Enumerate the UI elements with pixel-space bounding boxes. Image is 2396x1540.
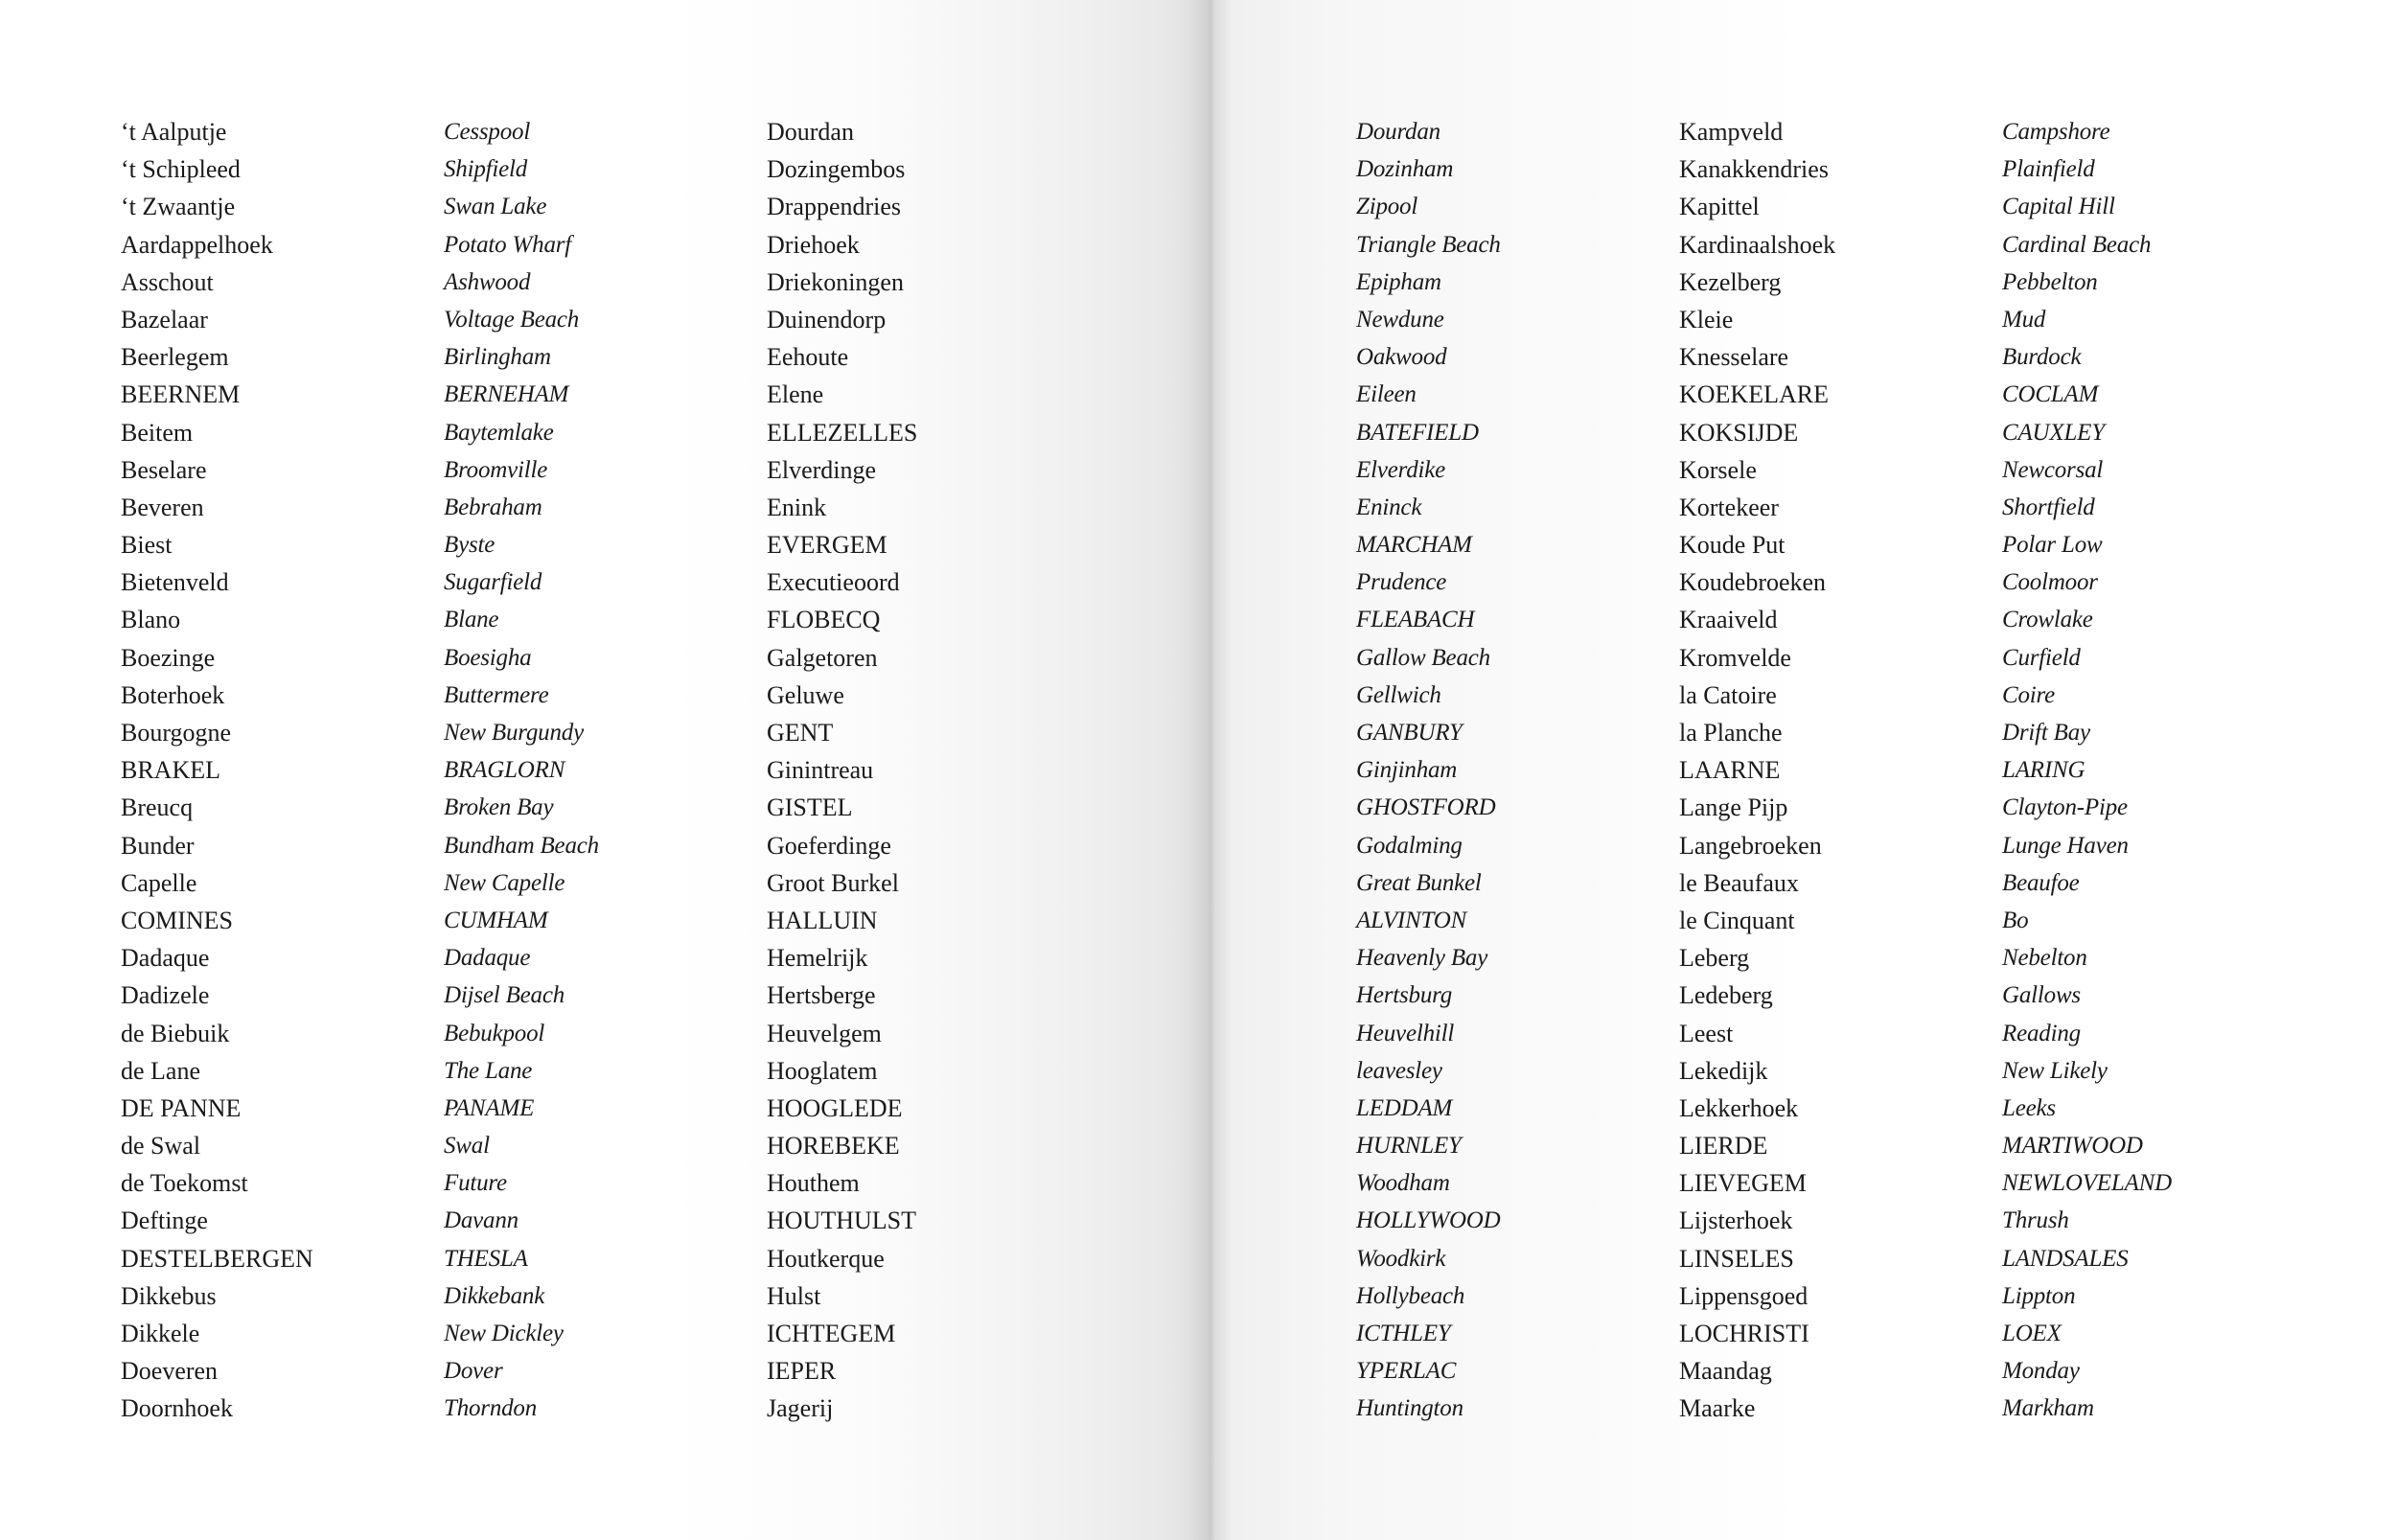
place-name-entry: Cardinal Beach bbox=[2002, 231, 2152, 258]
place-name-entry: Drappendries bbox=[767, 193, 902, 221]
place-name-entry: Dadaque bbox=[444, 945, 531, 972]
place-name-entry: la Planche bbox=[1679, 719, 1783, 747]
place-name-entry: HOUTHULST bbox=[767, 1207, 916, 1235]
place-name-entry: Swal bbox=[444, 1133, 490, 1160]
place-name-entry: Shortfield bbox=[2002, 494, 2095, 520]
place-name-entry: New Burgundy bbox=[444, 720, 584, 746]
place-name-entry: Great Bunkel bbox=[1356, 869, 1482, 896]
place-name-entry: DE PANNE bbox=[121, 1093, 242, 1122]
place-name-entry: New Dickley bbox=[444, 1321, 564, 1346]
place-name-entry: Beselare bbox=[121, 455, 207, 484]
place-name-entry: Bazelaar bbox=[121, 305, 208, 333]
place-name-entry: Doeveren bbox=[121, 1357, 219, 1386]
place-name-entry: Houtkerque bbox=[767, 1244, 885, 1273]
place-name-entry: Leeks bbox=[2002, 1094, 2056, 1121]
place-name-entry: BATEFIELD bbox=[1356, 419, 1479, 446]
place-name-entry: Cesspool bbox=[444, 119, 531, 145]
place-name-entry: Oakwood bbox=[1356, 344, 1447, 371]
place-name-entry: Kapittel bbox=[1679, 193, 1760, 221]
place-name-entry: Driekoningen bbox=[767, 267, 904, 296]
place-name-entry: Boterhoek bbox=[121, 680, 225, 709]
place-name-entry: Houthem bbox=[767, 1169, 860, 1198]
place-name-entry: MARCHAM bbox=[1356, 532, 1472, 559]
place-name-entry: BEERNEM bbox=[121, 380, 241, 409]
place-name-entry: Aardappelhoek bbox=[121, 230, 273, 259]
place-name-entry: Galgetoren bbox=[767, 643, 878, 672]
place-name-entry: Clayton-Pipe bbox=[2002, 794, 2128, 821]
place-name-entry: Beitem bbox=[121, 418, 194, 447]
place-name-entry: Doornhoek bbox=[121, 1394, 233, 1423]
place-name-entry: Lekedijk bbox=[1679, 1056, 1768, 1085]
place-name-entry: ‘t Aalputje bbox=[121, 118, 227, 146]
place-name-entry: Crowlake bbox=[2002, 607, 2093, 633]
place-name-entry: Blano bbox=[121, 606, 181, 634]
place-name-entry: Godalming bbox=[1356, 832, 1463, 859]
place-name-entry: LEDDAM bbox=[1356, 1094, 1453, 1121]
place-name-entry: LIERDE bbox=[1679, 1132, 1768, 1161]
place-name-entry: LAARNE bbox=[1679, 756, 1781, 785]
place-name-entry: Driehoek bbox=[767, 230, 860, 259]
place-name-entry: Blane bbox=[444, 607, 499, 633]
place-name-entry: Elene bbox=[767, 380, 824, 409]
place-name-entry: Dikkebank bbox=[444, 1282, 545, 1309]
place-name-entry: Bebukpool bbox=[444, 1020, 545, 1046]
place-name-entry: KOKSIJDE bbox=[1679, 418, 1799, 447]
place-name-entry: Geluwe bbox=[767, 680, 844, 709]
place-name-entry: Hollybeach bbox=[1356, 1282, 1465, 1309]
place-name-entry: Ginintreau bbox=[767, 756, 874, 785]
place-name-entry: Gellwich bbox=[1356, 681, 1441, 708]
left-page-column-3 bbox=[767, 113, 917, 1428]
place-name-entry: Hertsburg bbox=[1356, 982, 1453, 1009]
place-name-entry: Voltage Beach bbox=[444, 306, 580, 333]
place-name-entry: Executieoord bbox=[767, 568, 900, 597]
place-name-entry: Duinendorp bbox=[767, 305, 887, 333]
place-name-entry: Beerlegem bbox=[121, 343, 229, 372]
place-name-entry: Boesigha bbox=[444, 644, 532, 671]
place-name-entry: Bietenveld bbox=[121, 568, 229, 597]
place-name-entry: Kezelberg bbox=[1679, 267, 1782, 296]
place-name-entry: Huntington bbox=[1356, 1395, 1463, 1422]
place-name-entry: Eninck bbox=[1356, 494, 1422, 520]
place-name-entry: Bo bbox=[2002, 907, 2029, 933]
place-name-entry: CAUXLEY bbox=[2002, 419, 2105, 446]
book-gutter-shadow bbox=[1188, 0, 1233, 1540]
place-name-entry: EVERGEM bbox=[767, 531, 887, 560]
place-name-entry: Maandag bbox=[1679, 1357, 1772, 1386]
place-name-entry: CUMHAM bbox=[444, 907, 548, 933]
place-name-entry: Elverdike bbox=[1356, 456, 1446, 483]
place-name-entry: Epipham bbox=[1356, 268, 1441, 295]
place-name-entry: ALVINTON bbox=[1356, 907, 1467, 933]
place-name-entry: Triangle Beach bbox=[1356, 231, 1501, 258]
right-page bbox=[1210, 0, 2396, 1540]
place-name-entry: Woodkirk bbox=[1356, 1245, 1446, 1272]
place-name-entry: Campshore bbox=[2002, 119, 2110, 145]
place-name-entry: Heuvelgem bbox=[767, 1019, 882, 1047]
place-name-entry: GHOSTFORD bbox=[1356, 794, 1496, 821]
place-name-entry: Future bbox=[444, 1170, 507, 1197]
place-name-entry: KOEKELARE bbox=[1679, 380, 1829, 409]
place-name-entry: Korsele bbox=[1679, 455, 1757, 484]
place-name-entry: Langebroeken bbox=[1679, 831, 1822, 860]
place-name-entry: la Catoire bbox=[1679, 680, 1777, 709]
place-name-entry: Elverdinge bbox=[767, 455, 877, 484]
place-name-entry: Dozinham bbox=[1356, 156, 1454, 183]
place-name-entry: LIEVEGEM bbox=[1679, 1169, 1807, 1198]
place-name-entry: Biest bbox=[121, 531, 173, 560]
place-name-entry: New Capelle bbox=[444, 869, 565, 896]
place-name-entry: Kleie bbox=[1679, 305, 1734, 333]
left-page-column-1 bbox=[121, 113, 313, 1428]
place-name-entry: DESTELBERGEN bbox=[121, 1244, 313, 1273]
place-name-entry: ICHTEGEM bbox=[767, 1320, 896, 1347]
place-name-entry: de Toekomst bbox=[121, 1169, 248, 1198]
place-name-entry: The Lane bbox=[444, 1057, 533, 1084]
place-name-entry: Gallow Beach bbox=[1356, 644, 1490, 671]
place-name-entry: Broomville bbox=[444, 456, 548, 483]
place-name-entry: Dozingembos bbox=[767, 155, 906, 184]
place-name-entry: Boezinge bbox=[121, 643, 216, 672]
place-name-entry: HURNLEY bbox=[1356, 1133, 1462, 1160]
place-name-entry: Dadizele bbox=[121, 981, 210, 1010]
place-name-entry: Broken Bay bbox=[444, 794, 554, 821]
place-name-entry: Beveren bbox=[121, 493, 204, 521]
place-name-entry: Breucq bbox=[121, 793, 194, 822]
place-name-entry: Lijsterhoek bbox=[1679, 1207, 1793, 1235]
place-name-entry: Monday bbox=[2002, 1358, 2080, 1385]
place-name-entry: le Cinquant bbox=[1679, 906, 1795, 934]
place-name-entry: Hemelrijk bbox=[767, 944, 868, 973]
place-name-entry: BERNEHAM bbox=[444, 381, 569, 408]
place-name-entry: Drift Bay bbox=[2002, 720, 2090, 746]
place-name-entry: de Lane bbox=[121, 1056, 201, 1085]
place-name-entry: Polar Low bbox=[2002, 532, 2103, 559]
place-name-entry: Newcorsal bbox=[2002, 456, 2104, 483]
place-name-entry: Hertsberge bbox=[767, 981, 876, 1010]
place-name-entry: Birlingham bbox=[444, 344, 551, 371]
place-name-entry: Thorndon bbox=[444, 1395, 538, 1422]
place-name-entry: Woodham bbox=[1356, 1170, 1450, 1197]
place-name-entry: Dikkele bbox=[121, 1320, 200, 1347]
place-name-entry: Gallows bbox=[2002, 982, 2081, 1009]
place-name-entry: Swan Lake bbox=[444, 194, 547, 220]
place-name-entry: LOCHRISTI bbox=[1679, 1320, 1809, 1347]
place-name-entry: LANDSALES bbox=[2002, 1245, 2129, 1272]
place-name-entry: FLOBECQ bbox=[767, 606, 881, 634]
place-name-entry: Hooglatem bbox=[767, 1056, 878, 1085]
place-name-entry: Bundham Beach bbox=[444, 832, 599, 859]
place-name-entry: HOLLYWOOD bbox=[1356, 1207, 1501, 1234]
place-name-entry: Dikkebus bbox=[121, 1281, 217, 1310]
place-name-entry: Prudence bbox=[1356, 569, 1447, 596]
place-name-entry: Ledeberg bbox=[1679, 981, 1773, 1010]
place-name-entry: Dadaque bbox=[121, 944, 210, 973]
place-name-entry: leavesley bbox=[1356, 1057, 1442, 1084]
place-name-entry: Jagerij bbox=[767, 1394, 834, 1423]
place-name-entry: Leest bbox=[1679, 1019, 1734, 1047]
place-name-entry: New Likely bbox=[2002, 1057, 2108, 1084]
place-name-entry: BRAKEL bbox=[121, 756, 220, 785]
place-name-entry: Kortekeer bbox=[1679, 493, 1779, 521]
place-name-entry: Zipool bbox=[1356, 194, 1418, 220]
place-name-entry: THESLA bbox=[444, 1245, 528, 1272]
place-name-entry: Maarke bbox=[1679, 1394, 1756, 1423]
place-name-entry: ‘t Zwaantje bbox=[121, 193, 236, 221]
place-name-entry: YPERLAC bbox=[1356, 1358, 1457, 1385]
place-name-entry: Sugarfield bbox=[444, 569, 542, 596]
place-name-entry: Hulst bbox=[767, 1281, 821, 1310]
place-name-entry: Kardinaalshoek bbox=[1679, 230, 1836, 259]
place-name-entry: Reading bbox=[2002, 1020, 2081, 1046]
place-name-entry: GISTEL bbox=[767, 793, 853, 822]
place-name-entry: de Biebuik bbox=[121, 1019, 230, 1047]
place-name-entry: Markham bbox=[2002, 1395, 2094, 1422]
place-name-entry: Bourgogne bbox=[121, 719, 232, 747]
place-name-entry: Kraaiveld bbox=[1679, 606, 1778, 634]
place-name-entry: Mud bbox=[2002, 306, 2046, 333]
place-name-entry: le Beaufaux bbox=[1679, 868, 1799, 897]
place-name-entry: COMINES bbox=[121, 906, 234, 934]
place-name-entry: HOREBEKE bbox=[767, 1132, 900, 1161]
place-name-entry: PANAME bbox=[444, 1094, 535, 1121]
place-name-entry: Knesselare bbox=[1679, 343, 1789, 372]
place-name-entry: Kanakkendries bbox=[1679, 155, 1829, 184]
place-name-entry: LOEX bbox=[2002, 1321, 2062, 1346]
place-name-entry: Lippensgoed bbox=[1679, 1281, 1809, 1310]
place-name-entry: Bebraham bbox=[444, 494, 542, 520]
place-name-entry: GANBURY bbox=[1356, 720, 1463, 746]
place-name-entry: Buttermere bbox=[444, 681, 549, 708]
place-name-entry: Coolmoor bbox=[2002, 569, 2098, 596]
place-name-entry: Koude Put bbox=[1679, 531, 1785, 560]
place-name-entry: Shipfield bbox=[444, 156, 528, 183]
place-name-entry: Lippton bbox=[2002, 1282, 2076, 1309]
place-name-entry: Kampveld bbox=[1679, 118, 1784, 146]
right-page-column-3 bbox=[2002, 113, 2172, 1428]
place-name-entry: Byste bbox=[444, 532, 495, 559]
place-name-entry: IEPER bbox=[767, 1357, 837, 1386]
place-name-entry: Kromvelde bbox=[1679, 643, 1791, 672]
place-name-entry: HALLUIN bbox=[767, 906, 878, 934]
place-name-entry: Davann bbox=[444, 1207, 518, 1234]
place-name-entry: Lekkerhoek bbox=[1679, 1093, 1799, 1122]
place-name-entry: Eehoute bbox=[767, 343, 849, 372]
right-page-column-1 bbox=[1356, 113, 1501, 1428]
place-name-entry: LINSELES bbox=[1679, 1244, 1794, 1273]
right-page-column-2 bbox=[1679, 113, 1835, 1428]
place-name-entry: Dijsel Beach bbox=[444, 982, 565, 1009]
place-name-entry: Eileen bbox=[1356, 381, 1417, 408]
place-name-entry: Curfield bbox=[2002, 644, 2081, 671]
place-name-entry: Burdock bbox=[2002, 344, 2082, 371]
place-name-entry: Coire bbox=[2002, 681, 2056, 708]
place-name-entry: HOOGLEDE bbox=[767, 1093, 903, 1122]
place-name-entry: ‘t Schipleed bbox=[121, 155, 241, 184]
place-name-entry: Capelle bbox=[121, 868, 197, 897]
place-name-entry: Ginjinham bbox=[1356, 757, 1458, 784]
place-name-entry: Heavenly Bay bbox=[1356, 945, 1488, 972]
place-name-entry: Ashwood bbox=[444, 268, 531, 295]
place-name-entry: Newdune bbox=[1356, 306, 1444, 333]
place-name-entry: de Swal bbox=[121, 1132, 201, 1161]
place-name-entry: Beaufoe bbox=[2002, 869, 2080, 896]
place-name-entry: Plainfield bbox=[2002, 156, 2095, 183]
place-name-entry: Asschout bbox=[121, 267, 214, 296]
place-name-entry: Potato Wharf bbox=[444, 231, 572, 258]
place-name-entry: COCLAM bbox=[2002, 381, 2099, 408]
place-name-entry: Dourdan bbox=[767, 118, 854, 146]
place-name-entry: Capital Hill bbox=[2002, 194, 2115, 220]
place-name-entry: Groot Burkel bbox=[767, 868, 899, 897]
place-name-entry: BRAGLORN bbox=[444, 757, 565, 784]
place-name-entry: Lange Pijp bbox=[1679, 793, 1788, 822]
place-name-entry: LARING bbox=[2002, 757, 2085, 784]
left-page-column-2 bbox=[444, 113, 599, 1428]
place-name-entry: Dover bbox=[444, 1358, 503, 1385]
place-name-entry: GENT bbox=[767, 719, 834, 747]
place-name-entry: Koudebroeken bbox=[1679, 568, 1827, 597]
place-name-entry: Heuvelhill bbox=[1356, 1020, 1455, 1046]
place-name-entry: Lunge Haven bbox=[2002, 832, 2129, 859]
place-name-entry: Thrush bbox=[2002, 1207, 2069, 1234]
place-name-entry: Leberg bbox=[1679, 944, 1750, 973]
place-name-entry: Bunder bbox=[121, 831, 195, 860]
place-name-entry: Goeferdinge bbox=[767, 831, 891, 860]
place-name-entry: Enink bbox=[767, 493, 827, 521]
place-name-entry: Nebelton bbox=[2002, 945, 2087, 972]
place-name-entry: NEWLOVELAND bbox=[2002, 1170, 2172, 1197]
place-name-entry: Pebbelton bbox=[2002, 268, 2098, 295]
place-name-entry: Deftinge bbox=[121, 1207, 208, 1235]
place-name-entry: Dourdan bbox=[1356, 119, 1440, 145]
place-name-entry: FLEABACH bbox=[1356, 607, 1475, 633]
place-name-entry: ICTHLEY bbox=[1356, 1321, 1451, 1346]
place-name-entry: Baytemlake bbox=[444, 419, 554, 446]
place-name-entry: ELLEZELLES bbox=[767, 418, 918, 447]
place-name-entry: MARTIWOOD bbox=[2002, 1133, 2143, 1160]
